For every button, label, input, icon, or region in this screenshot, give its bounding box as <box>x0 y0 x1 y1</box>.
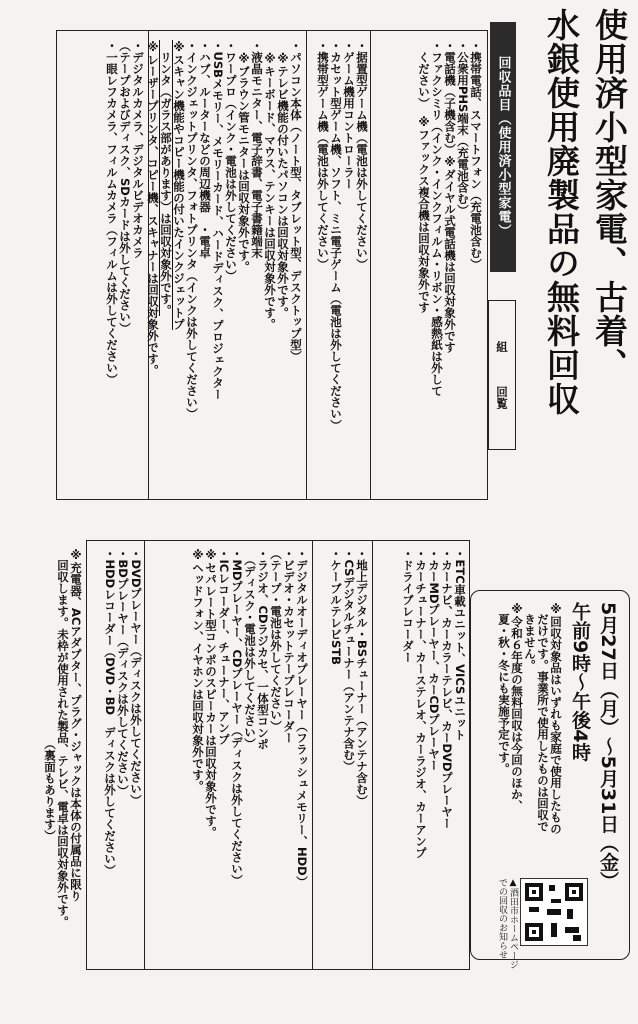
section-audio-text <box>150 548 308 958</box>
section-video-text <box>92 548 142 958</box>
group-field-label: 組 <box>495 341 509 353</box>
list-item: リンタ（ガラス部があります）は回収対象外です。 <box>159 40 173 316</box>
list-item: ※ヘッドフォン、イヤホンは回収対象外です。 <box>191 548 205 792</box>
list-item: ・インクジェットプリンタ、フォトプリンタ（インクは外してください） <box>185 40 199 420</box>
section-car-text <box>378 548 466 948</box>
list-item: ・カーチューナー、カーステレオ、カーラジオ、カーアンプ <box>414 548 428 859</box>
list-item: ・BDプレーヤー（ディスクは外してください） <box>116 548 130 797</box>
list-item: ※セパレート型コンポのスピーカーは回収対象外です。 <box>204 548 218 838</box>
section-cameras-text <box>64 40 144 490</box>
title-line2: 水銀使用廃製品の無料回収 <box>542 8 581 416</box>
list-item: ※テレビ機能の付いたパソコンは回収対象外です。 <box>276 40 290 319</box>
date-range: 5月27日（月）～5月31日（金） <box>597 602 619 891</box>
footnote-line: ※充電器、ACアダプター、プラグ・ジャックは本体の付属品に限り <box>69 548 83 902</box>
list-item: ・ビデオ・カセットテープレコーダー <box>282 548 296 744</box>
date-notes <box>482 602 562 872</box>
list-item: ・ETC車載ユニット、VICSユニット <box>453 548 467 741</box>
divider <box>312 540 313 970</box>
note-line: だけです。事業所で使用したものは回収で <box>536 602 550 832</box>
footnote <box>36 548 82 1018</box>
list-item: ・ハブ、ルーターなどの周辺機器 ・電卓 <box>198 40 212 259</box>
group-label-box <box>488 300 516 450</box>
qr-code-icon[interactable] <box>520 878 588 946</box>
footnote-line: 回収します。未枠が使用された製品、テレビ、電卓は回収対象外です。 <box>56 548 70 928</box>
section-pc-text <box>146 40 303 490</box>
divider <box>372 540 373 970</box>
list-item: ・公衆用PHS端末（充電池含む） <box>456 40 470 216</box>
note-line: ※回収対象品はいずれも家庭で使用したもの <box>549 602 563 835</box>
list-item: ・液晶モニター、電子辞書、電子書籍端末 <box>250 40 264 259</box>
section-phones-text <box>376 40 482 480</box>
list-item: ・デジタルオーディオプレーヤー（フラッシュメモリー、HDD） <box>295 548 309 888</box>
list-item: ・パソコン本体（ノート型、タブレット型、デスクトップ型） <box>289 40 303 362</box>
qr-caption-line: での回収のお知らせ <box>497 878 507 959</box>
list-item: （テープ・電池は外してください） <box>269 548 283 732</box>
list-item: ※レーザープリンタ、コピー機、スキャナーは回収対象外です。 <box>146 40 160 376</box>
list-item: ・ケーブルテレビSTB <box>329 548 343 665</box>
list-item: ・据置型ゲーム機（電池は外してください） <box>355 40 369 270</box>
list-item: ・HDDレコーダー（DVD・BD ディスクは外してください） <box>103 548 117 877</box>
list-item: ・カーMDプレーヤー、カーCDプレーヤー <box>427 548 441 771</box>
list-item: ・地上デジタル・BSチューナー（アンテナ含む） <box>355 548 369 807</box>
list-item: ください） ※ファックス複合機は回収対象外です <box>417 40 431 313</box>
list-item: ・カーナビ、カーカラーテレビ、カーDVDプレーヤー <box>440 548 454 829</box>
list-item: ・一眼レフカメラ、フィルムカメラ（フィルムは外してください） <box>105 40 119 385</box>
note-line: ※令和６年度の無料回収は今回のほか、 <box>510 602 524 812</box>
list-item: ・デジタルカメラ、デジタルビデオカメラ <box>131 40 145 259</box>
list-item: ・USBメモリー、メモリーカード、ハードディスク、プロジェクター <box>211 40 225 400</box>
list-item: （ディスク・電池は外してください） <box>243 548 257 750</box>
date-time: 午前9時～午後4時 <box>569 602 591 762</box>
list-item: ・電話機（子機含む）※ダイヤル式電話機は回収対象外です <box>443 40 457 353</box>
qr-caption-line: ▲酒田市ホームページ <box>508 878 518 969</box>
list-item: （テープおよびディスク、SDカードは外してください） <box>118 40 132 334</box>
circulate-label: 回覧 <box>495 386 509 409</box>
note-line: 夏・秋・冬にも実施予定です。 <box>497 602 511 775</box>
list-item: ・携帯型ゲーム機（電池は外してください） <box>316 40 330 270</box>
qr-caption <box>490 878 518 969</box>
list-item: ・カセット型ゲーム機、ソフト、ミニ電子ゲーム（電池は外してください） <box>329 40 343 431</box>
list-item: ※キーボード、マウス、テンキーは回収対象外です。 <box>263 40 277 330</box>
list-item: ・MDプレーヤー、CDプレーヤー（ディスクは外してください） <box>230 548 244 886</box>
title-line1: 使用済小型家電、古着、 <box>590 8 629 382</box>
list-item: ※スキャン機能やコピー機能の付いたインクジェットプ <box>172 40 186 330</box>
list-item: ・ゲーム機用コントローラー <box>342 40 356 190</box>
list-item: ・ICレコーダー、チューナー、アンプ <box>217 548 231 745</box>
list-item: ・CSデジタルチューナー（アンテナ含む） <box>342 548 356 772</box>
section-games-text <box>312 40 368 480</box>
list-item: ・携帯電話、スマートフォン（充電池含む） <box>469 40 483 270</box>
divider <box>144 540 145 970</box>
list-item: ・ワープロ（インク・電池は外してください） <box>224 40 238 282</box>
section-tuner-text <box>318 548 368 948</box>
list-item: ※ブラウン管モニターは回収対象外です。 <box>237 40 251 273</box>
list-item: ・ラジオ、CDラジカセ、一体型コンポ <box>256 548 270 750</box>
list-item: ・ファクシミリ（インク・インクフィルム・リボン・感熱紙は外して <box>430 40 444 397</box>
category-header: 回収品目（使用済小型家電） <box>490 22 516 272</box>
list-item: ・DVDプレーヤー（ディスクは外してください） <box>129 548 143 806</box>
list-item: ・ドライブレコーダー <box>401 548 415 663</box>
footnote-line: （裏面もあります） <box>43 548 57 842</box>
note-line: きません。 <box>523 602 537 671</box>
